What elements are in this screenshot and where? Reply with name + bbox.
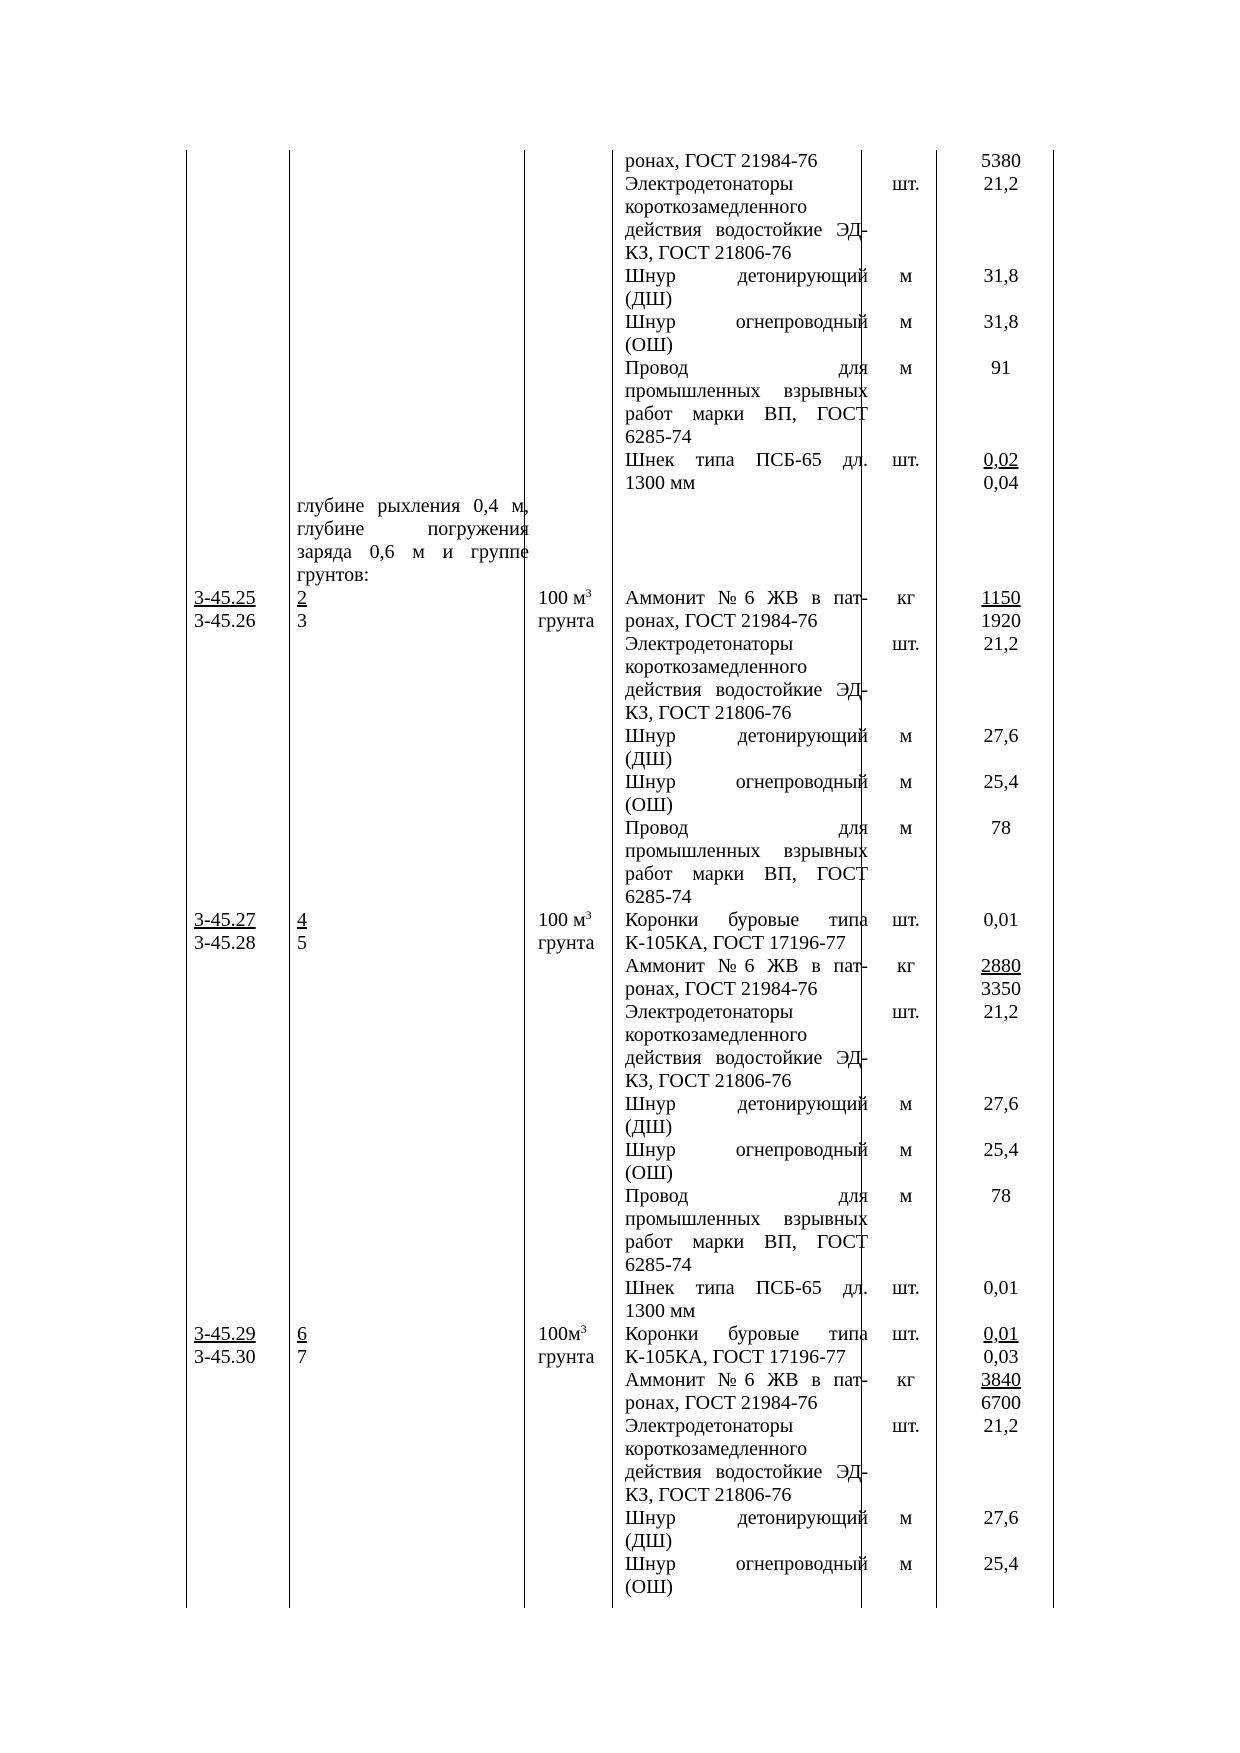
unit-cell: шт. bbox=[892, 633, 920, 655]
cell-line: (ДШ) bbox=[625, 1116, 673, 1138]
cell-line: (ОШ) bbox=[625, 1576, 673, 1598]
cell-line: 2880 bbox=[981, 955, 1021, 977]
unit-cell: шт. bbox=[892, 173, 920, 195]
cell-line: (ДШ) bbox=[625, 1530, 673, 1552]
material-cell bbox=[625, 633, 868, 725]
unit-cell: м bbox=[899, 1553, 913, 1575]
cell-line: промышленных взрывных bbox=[625, 1208, 868, 1230]
cell-line: 5 bbox=[297, 932, 307, 954]
cell-line: 1150 bbox=[981, 587, 1021, 609]
cell-line: 21,2 bbox=[983, 1001, 1019, 1023]
cell-line: Шнур огнепроводный bbox=[625, 311, 868, 333]
material-cell bbox=[625, 449, 868, 495]
unit-cell: м bbox=[899, 771, 913, 793]
cell-line: короткозамедленного bbox=[625, 656, 808, 678]
quantity-cell bbox=[946, 725, 1056, 748]
code-cell bbox=[194, 909, 290, 955]
cell-line: ронах, ГОСТ 21984-76 bbox=[625, 150, 818, 172]
table-border-left bbox=[186, 150, 187, 1608]
quantity-cell bbox=[946, 1277, 1056, 1300]
cell-line: 31,8 bbox=[983, 265, 1019, 287]
cell-line: Электродетонаторы bbox=[625, 1001, 794, 1023]
material-cell bbox=[625, 265, 868, 311]
cell-line: 3-45.30 bbox=[194, 1346, 256, 1368]
soil-group-cell bbox=[297, 587, 529, 633]
measure-unit-line bbox=[538, 587, 616, 610]
quantity-cell bbox=[946, 1553, 1056, 1576]
cell-line: 27,6 bbox=[983, 725, 1019, 747]
cell-line: 0,02 bbox=[983, 449, 1019, 471]
cell-line: действия водостойкие ЭД- bbox=[625, 1047, 868, 1069]
unit-cell: кг bbox=[897, 955, 915, 977]
cell-line: 78 bbox=[991, 1185, 1011, 1207]
cell-line: работ марки ВП, ГОСТ bbox=[625, 863, 868, 885]
cell-line: 21,2 bbox=[983, 173, 1019, 195]
cell-line: Аммонит №6 ЖВ в пат- bbox=[625, 955, 868, 977]
cell-line: короткозамедленного bbox=[625, 1438, 808, 1460]
cell-line: КЗ, ГОСТ 21806-76 bbox=[625, 242, 792, 264]
material-cell bbox=[625, 311, 868, 357]
cell-line: 1300 мм bbox=[625, 472, 696, 494]
column-divider-2 bbox=[524, 150, 525, 1608]
material-cell bbox=[625, 173, 868, 265]
cell-line: Шнур огнепроводный bbox=[625, 771, 868, 793]
quantity-cell bbox=[946, 1093, 1056, 1116]
soil-group-cell bbox=[297, 1323, 529, 1369]
cell-line: Шнур детонирующий bbox=[625, 265, 868, 287]
cell-line: К-105КА, ГОСТ 17196-77 bbox=[625, 1346, 846, 1368]
cell-line: Аммонит №6 ЖВ в пат- bbox=[625, 587, 868, 609]
quantity-cell bbox=[946, 265, 1056, 288]
quantity-cell bbox=[946, 817, 1056, 840]
cell-line: 0,04 bbox=[983, 472, 1019, 494]
cell-line: 25,4 bbox=[983, 1553, 1019, 1575]
quantity-cell bbox=[946, 311, 1056, 334]
cell-line: Шнур детонирующий bbox=[625, 725, 868, 747]
cell-line: 6 bbox=[297, 1323, 307, 1345]
column-divider-3 bbox=[612, 150, 613, 1608]
unit-cell: м bbox=[899, 1507, 913, 1529]
code-cell bbox=[194, 1323, 290, 1369]
material-cell bbox=[625, 357, 868, 449]
cell-line: 0,01 bbox=[983, 1277, 1019, 1299]
cell-line: 3-45.25 bbox=[194, 587, 256, 609]
unit-cell: кг bbox=[897, 1369, 915, 1391]
material-cell bbox=[625, 1139, 868, 1185]
cell-line: грунтов: bbox=[297, 564, 370, 586]
unit-cell: м bbox=[899, 311, 913, 333]
quantity-cell bbox=[946, 449, 1056, 495]
cell-line: 6285-74 bbox=[625, 426, 692, 448]
cell-line: (ДШ) bbox=[625, 288, 673, 310]
cell-line: 21,2 bbox=[983, 633, 1019, 655]
cell-line: 6285-74 bbox=[625, 1254, 692, 1276]
cell-line: короткозамедленного bbox=[625, 1024, 808, 1046]
material-cell bbox=[625, 150, 868, 173]
quantity-cell bbox=[946, 1185, 1056, 1208]
unit-cell: шт. bbox=[892, 1001, 920, 1023]
column-divider-1 bbox=[289, 150, 290, 1608]
cell-line: 7 bbox=[297, 1346, 307, 1368]
cell-line: 1920 bbox=[981, 610, 1021, 632]
quantity-cell bbox=[946, 357, 1056, 380]
material-cell bbox=[625, 909, 868, 955]
soil-group-cell bbox=[297, 909, 529, 955]
cell-line: 25,4 bbox=[983, 1139, 1019, 1161]
unit-cell: м bbox=[899, 357, 913, 379]
quantity-cell bbox=[946, 1001, 1056, 1024]
cell-line: 25,4 bbox=[983, 771, 1019, 793]
cell-line: КЗ, ГОСТ 21806-76 bbox=[625, 1070, 792, 1092]
cell-line: 3840 bbox=[981, 1369, 1021, 1391]
material-cell bbox=[625, 1277, 868, 1323]
cell-line: действия водостойкие ЭД- bbox=[625, 679, 868, 701]
cell-line: 5380 bbox=[981, 150, 1021, 172]
description-cell bbox=[297, 495, 529, 587]
cell-line: 78 bbox=[991, 817, 1011, 839]
cell-line: К-105КА, ГОСТ 17196-77 bbox=[625, 932, 846, 954]
cell-line: 4 bbox=[297, 909, 307, 931]
quantity-cell bbox=[946, 173, 1056, 196]
measure-unit-exponent: 3 bbox=[585, 586, 592, 600]
cell-line: 21,2 bbox=[983, 1415, 1019, 1437]
cell-line: работ марки ВП, ГОСТ bbox=[625, 1231, 868, 1253]
cell-line: действия водостойкие ЭД- bbox=[625, 1461, 868, 1483]
measure-unit-text: 100 м bbox=[538, 909, 586, 931]
cell-line: Электродетонаторы bbox=[625, 1415, 794, 1437]
cell-line: 3-45.26 bbox=[194, 610, 256, 632]
cell-line: КЗ, ГОСТ 21806-76 bbox=[625, 1484, 792, 1506]
material-cell bbox=[625, 1553, 868, 1599]
cell-line: Провод для bbox=[625, 1185, 868, 1207]
measure-unit-text: 100 м bbox=[538, 587, 586, 609]
cell-line: Коронки буровые типа bbox=[625, 909, 868, 931]
measure-unit-cell bbox=[538, 587, 616, 633]
quantity-cell bbox=[946, 150, 1056, 173]
quantity-cell bbox=[946, 1323, 1056, 1369]
measure-unit-cell bbox=[538, 909, 616, 955]
quantity-cell bbox=[946, 955, 1056, 1001]
quantity-cell bbox=[946, 633, 1056, 656]
cell-line: 27,6 bbox=[983, 1507, 1019, 1529]
cell-line: 2 bbox=[297, 587, 307, 609]
material-cell bbox=[625, 771, 868, 817]
cell-line: ронах, ГОСТ 21984-76 bbox=[625, 610, 818, 632]
cell-line: Шнек типа ПСБ-65 дл. bbox=[625, 1277, 868, 1299]
unit-cell: м bbox=[899, 1093, 913, 1115]
cell-line: Аммонит №6 ЖВ в пат- bbox=[625, 1369, 868, 1391]
unit-cell: шт. bbox=[892, 909, 920, 931]
material-cell bbox=[625, 1323, 868, 1369]
cell-line: 31,8 bbox=[983, 311, 1019, 333]
cell-line: действия водостойкие ЭД- bbox=[625, 219, 868, 241]
unit-cell: шт. bbox=[892, 449, 920, 471]
cell-line: КЗ, ГОСТ 21806-76 bbox=[625, 702, 792, 724]
unit-cell: м bbox=[899, 1185, 913, 1207]
cell-line: 3350 bbox=[981, 978, 1021, 1000]
cell-line: 27,6 bbox=[983, 1093, 1019, 1115]
cell-line: 91 bbox=[991, 357, 1011, 379]
cell-line: Электродетонаторы bbox=[625, 173, 794, 195]
unit-cell: шт. bbox=[892, 1415, 920, 1437]
code-cell bbox=[194, 587, 290, 633]
cell-line: 0,01 bbox=[983, 1323, 1019, 1345]
cell-line: Электродетонаторы bbox=[625, 633, 794, 655]
cell-line: 6700 bbox=[981, 1392, 1021, 1414]
quantity-cell bbox=[946, 771, 1056, 794]
unit-cell: шт. bbox=[892, 1323, 920, 1345]
measure-unit-text: 100м bbox=[538, 1323, 581, 1345]
cell-line: глубине погружения bbox=[297, 518, 529, 540]
quantity-cell bbox=[946, 1507, 1056, 1530]
cell-line: ронах, ГОСТ 21984-76 bbox=[625, 1392, 818, 1414]
measure-unit-line bbox=[538, 1323, 616, 1346]
quantity-cell bbox=[946, 587, 1056, 633]
measure-unit-line: грунта bbox=[538, 1346, 595, 1368]
cell-line: 6285-74 bbox=[625, 886, 692, 908]
unit-cell: шт. bbox=[892, 1277, 920, 1299]
cell-line: глубине рыхления 0,4 м, bbox=[297, 495, 529, 517]
material-cell bbox=[625, 1507, 868, 1553]
cell-line: 3 bbox=[297, 610, 307, 632]
cell-line: Провод для bbox=[625, 817, 868, 839]
unit-cell: м bbox=[899, 1139, 913, 1161]
cell-line: Коронки буровые типа bbox=[625, 1323, 868, 1345]
cell-line: 3-45.28 bbox=[194, 932, 256, 954]
measure-unit-exponent: 3 bbox=[580, 1322, 587, 1336]
measure-unit-cell bbox=[538, 1323, 616, 1369]
cell-line: Шнек типа ПСБ-65 дл. bbox=[625, 449, 868, 471]
cell-line: Шнур детонирующий bbox=[625, 1093, 868, 1115]
material-cell bbox=[625, 1415, 868, 1507]
material-cell bbox=[625, 1369, 868, 1415]
measure-unit-line: грунта bbox=[538, 610, 595, 632]
cell-line: короткозамедленного bbox=[625, 196, 808, 218]
quantity-cell bbox=[946, 1415, 1056, 1438]
material-cell bbox=[625, 1185, 868, 1277]
cell-line: заряда 0,6 м и группе bbox=[297, 541, 529, 563]
cell-line: (ДШ) bbox=[625, 748, 673, 770]
cell-line: (ОШ) bbox=[625, 334, 673, 356]
cell-line: Шнур огнепроводный bbox=[625, 1139, 868, 1161]
quantity-cell bbox=[946, 1369, 1056, 1415]
cell-line: 0,01 bbox=[983, 909, 1019, 931]
cell-line: Шнур детонирующий bbox=[625, 1507, 868, 1529]
material-cell bbox=[625, 1001, 868, 1093]
cell-line: (ОШ) bbox=[625, 794, 673, 816]
cell-line: Провод для bbox=[625, 357, 868, 379]
quantity-cell bbox=[946, 1139, 1056, 1162]
cell-line: 3-45.29 bbox=[194, 1323, 256, 1345]
cell-line: Шнур огнепроводный bbox=[625, 1553, 868, 1575]
material-cell bbox=[625, 817, 868, 909]
quantity-cell bbox=[946, 909, 1056, 932]
cell-line: работ марки ВП, ГОСТ bbox=[625, 403, 868, 425]
unit-cell: кг bbox=[897, 587, 915, 609]
measure-unit-exponent: 3 bbox=[585, 908, 592, 922]
material-cell bbox=[625, 725, 868, 771]
measure-unit-line: грунта bbox=[538, 932, 595, 954]
material-cell bbox=[625, 1093, 868, 1139]
cell-line: (ОШ) bbox=[625, 1162, 673, 1184]
measure-unit-line bbox=[538, 909, 616, 932]
cell-line: 0,03 bbox=[983, 1346, 1019, 1368]
material-cell bbox=[625, 955, 868, 1001]
unit-cell: м bbox=[899, 265, 913, 287]
cell-line: ронах, ГОСТ 21984-76 bbox=[625, 978, 818, 1000]
unit-cell: м bbox=[899, 725, 913, 747]
unit-cell: м bbox=[899, 817, 913, 839]
cell-line: промышленных взрывных bbox=[625, 380, 868, 402]
cell-line: 3-45.27 bbox=[194, 909, 256, 931]
material-cell bbox=[625, 587, 868, 633]
cell-line: промышленных взрывных bbox=[625, 840, 868, 862]
cell-line: 1300 мм bbox=[625, 1300, 696, 1322]
